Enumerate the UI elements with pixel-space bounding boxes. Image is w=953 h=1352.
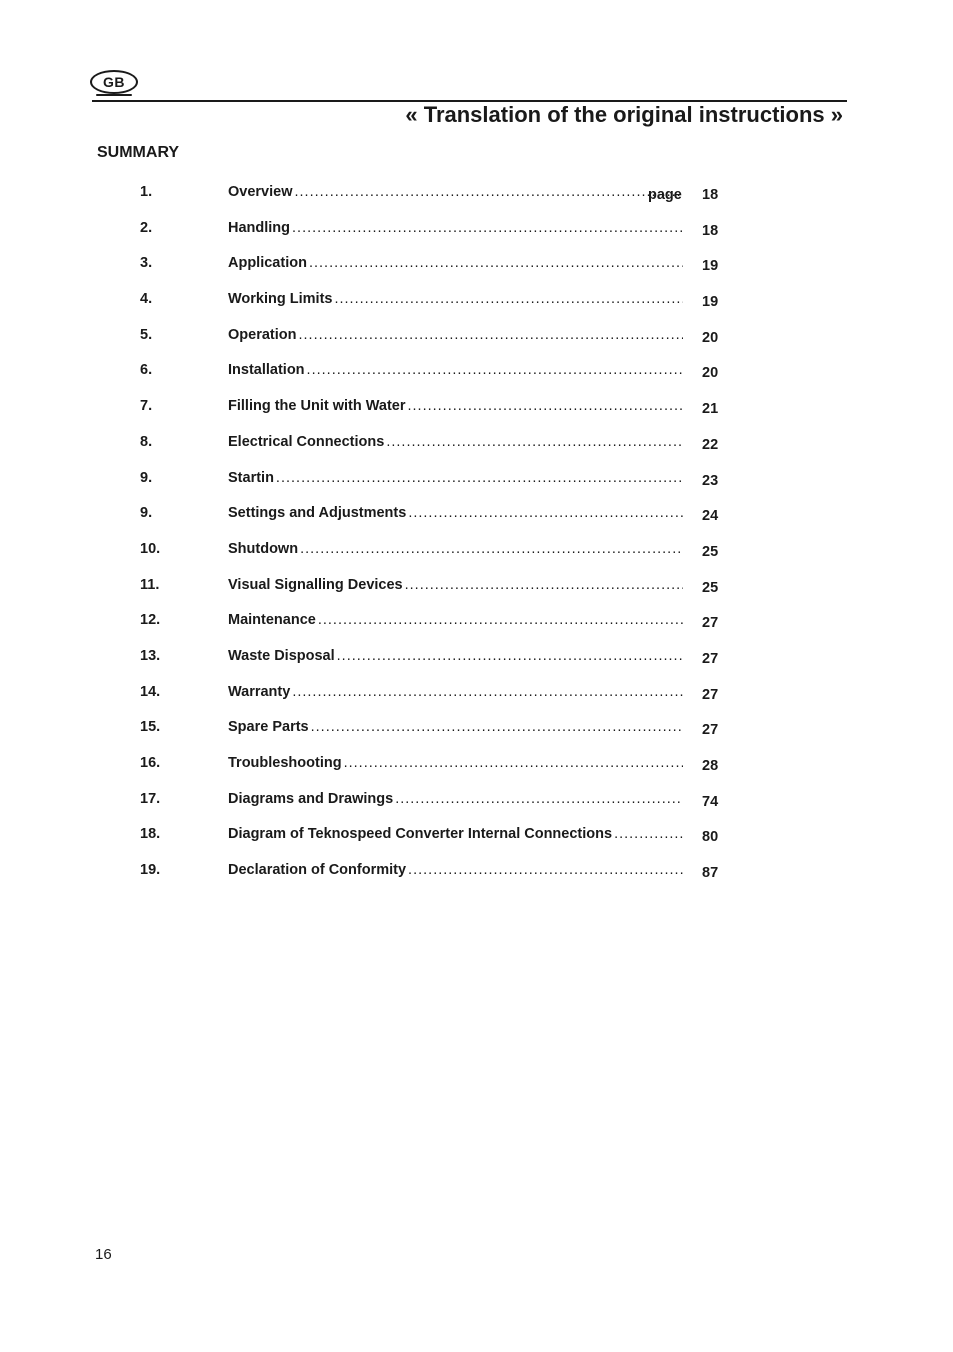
toc-entry (228, 470, 683, 486)
toc-page-number: 27 (702, 615, 719, 632)
toc-leader-dots (334, 291, 683, 307)
toc-label: Handling (228, 219, 291, 236)
toc-page-number: 23 (702, 472, 719, 489)
toc-row[interactable] (138, 398, 738, 434)
toc-label: Installation (228, 362, 305, 379)
toc-number: 8. (140, 433, 153, 450)
toc-leader-dots (295, 184, 684, 200)
toc-page-prefix: page (648, 187, 682, 203)
toc-label: Working Limits (228, 291, 333, 308)
toc-page-number: 27 (702, 686, 719, 703)
toc-entry (228, 362, 683, 378)
toc-leader-dots (337, 648, 683, 664)
toc-row[interactable] (138, 220, 738, 256)
toc-page-number: 74 (702, 793, 719, 810)
summary-heading: SUMMARY (97, 144, 180, 161)
toc-number: 10. (140, 540, 161, 557)
toc-label: Diagram of Teknospeed Converter Internal Connections (228, 826, 613, 843)
toc-label: Visual Signalling Devices (228, 576, 403, 593)
toc-label: Shutdown (228, 540, 299, 557)
toc-leader-dots (298, 327, 683, 343)
toc-entry (228, 434, 683, 450)
toc-label: Warranty (228, 683, 291, 700)
toc-row[interactable] (138, 541, 738, 577)
toc-leader-dots (614, 826, 683, 842)
toc-page-number: 20 (702, 329, 719, 346)
toc-page-number: 87 (702, 865, 719, 882)
toc-label: Electrical Connections (228, 433, 385, 450)
toc-leader-dots (395, 791, 683, 807)
toc-entry (228, 577, 683, 593)
toc-label: Declaration of Conformity (228, 862, 407, 879)
toc-row[interactable] (138, 255, 738, 291)
toc-row[interactable] (138, 577, 738, 613)
toc-page-number: 25 (702, 543, 719, 560)
toc-number: 14. (140, 683, 161, 700)
toc-entry (228, 648, 683, 664)
toc-row[interactable] (138, 505, 738, 541)
toc-number: 2. (140, 219, 153, 236)
toc-label: Overview (228, 184, 293, 200)
toc-entry (228, 684, 683, 700)
toc-row[interactable] (138, 434, 738, 470)
toc-leader-dots (407, 398, 683, 414)
toc-row[interactable] (138, 612, 738, 648)
toc-entry (228, 791, 683, 807)
document-title: « Translation of the original instructions » (405, 102, 843, 127)
toc-number: 15. (140, 719, 161, 736)
toc-number: 19. (140, 862, 161, 879)
toc-page-number: 18 (702, 187, 719, 203)
toc-row[interactable] (138, 755, 738, 791)
toc-entry (228, 220, 683, 236)
toc-entry (228, 255, 683, 271)
toc-number: 7. (140, 398, 153, 415)
toc-label: Operation (228, 326, 297, 343)
toc-label: Application (228, 255, 307, 272)
toc-row[interactable] (138, 362, 738, 398)
toc-row[interactable] (138, 862, 738, 898)
toc-leader-dots (276, 470, 683, 486)
toc-number: 6. (140, 362, 153, 379)
toc-label: Filling the Unit with Water (228, 398, 406, 415)
toc-entry (228, 327, 683, 343)
toc-number: 5. (140, 326, 153, 343)
toc-page-number: 21 (702, 401, 719, 418)
toc-number: 1. (140, 184, 153, 200)
toc-entry (228, 755, 683, 771)
toc-entry (228, 541, 683, 557)
toc-number: 3. (140, 255, 153, 272)
toc-entry (228, 612, 683, 628)
toc-page-number: 18 (702, 222, 719, 239)
toc-label: Diagrams and Drawings (228, 790, 394, 807)
toc-entry (228, 291, 683, 307)
toc-page-number: 19 (702, 258, 719, 275)
toc-label: Waste Disposal (228, 647, 335, 664)
toc-page-number: 20 (702, 365, 719, 382)
toc-row[interactable] (138, 648, 738, 684)
toc-leader-dots (408, 862, 683, 878)
table-of-contents (138, 184, 738, 898)
toc-page-number: 22 (702, 436, 719, 453)
toc-leader-dots (405, 577, 683, 593)
toc-leader-dots (344, 755, 683, 771)
toc-leader-dots (311, 719, 683, 735)
toc-leader-dots (300, 541, 683, 557)
toc-leader-dots (318, 612, 683, 628)
toc-page-number: 25 (702, 579, 719, 596)
toc-leader-dots (408, 505, 683, 521)
toc-page-number: 19 (702, 294, 719, 311)
toc-row[interactable] (138, 470, 738, 506)
toc-number: 17. (140, 790, 161, 807)
toc-label: Settings and Adjustments (228, 505, 407, 522)
toc-leader-dots (292, 684, 683, 700)
toc-entry (228, 398, 683, 414)
toc-leader-dots (292, 220, 683, 236)
toc-label: Troubleshooting (228, 755, 342, 771)
toc-number: 9. (140, 505, 153, 522)
page-number: 16 (95, 1246, 112, 1263)
toc-row[interactable] (138, 684, 738, 720)
toc-number: 9. (140, 469, 153, 486)
toc-page-number: 24 (702, 508, 719, 525)
toc-leader-dots (386, 434, 683, 450)
toc-number: 16. (140, 755, 161, 771)
toc-leader-dots (309, 255, 683, 271)
toc-number: 12. (140, 612, 161, 629)
toc-row[interactable] (138, 327, 738, 363)
toc-entry (228, 719, 683, 735)
toc-row[interactable] (138, 791, 738, 827)
toc-row[interactable] (138, 719, 738, 755)
toc-entry (228, 862, 683, 878)
toc-page-number: 27 (702, 722, 719, 739)
toc-leader-dots (307, 362, 683, 378)
toc-entry (228, 826, 683, 842)
toc-row[interactable] (138, 291, 738, 327)
language-badge-label: GB (103, 74, 125, 90)
toc-row[interactable] (138, 184, 738, 220)
toc-number: 18. (140, 826, 161, 843)
toc-number: 4. (140, 291, 153, 308)
toc-label: Maintenance (228, 612, 316, 629)
toc-number: 11. (140, 576, 160, 593)
toc-page-number: 80 (702, 829, 719, 846)
toc-page-number: 27 (702, 650, 719, 667)
toc-row[interactable] (138, 826, 738, 862)
toc-number: 13. (140, 647, 161, 664)
language-badge-gb (90, 70, 138, 94)
toc-entry (228, 505, 683, 521)
toc-page-number: 28 (702, 758, 719, 774)
toc-label: Spare Parts (228, 719, 309, 736)
toc-entry (228, 184, 683, 200)
toc-label: Startin (228, 469, 274, 486)
